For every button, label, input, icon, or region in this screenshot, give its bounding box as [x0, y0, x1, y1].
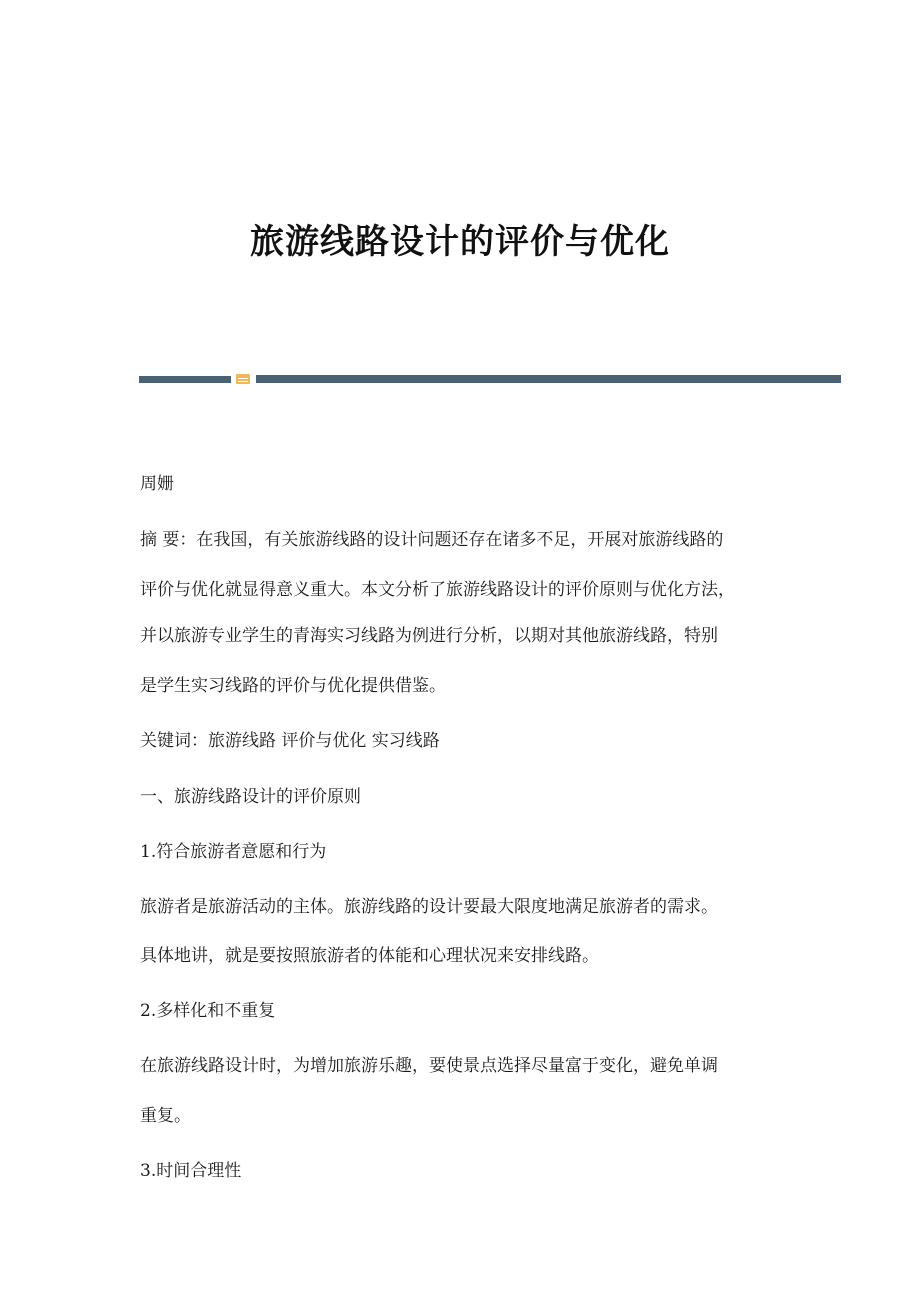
paragraph-line: 具体地讲，就是要按照旅游者的体能和心理状况来安排线路。	[140, 946, 599, 966]
section-heading: 一、旅游线路设计的评价原则	[140, 787, 361, 807]
abstract-line: 并以旅游专业学生的青海实习线路为例进行分析，以期对其他旅游线路，特别	[140, 626, 718, 646]
item-heading: 1.符合旅游者意愿和行为	[140, 842, 327, 862]
item-heading: 2.多样化和不重复	[140, 1001, 276, 1021]
keywords: 关键词：旅游线路 评价与优化 实习线路	[140, 731, 440, 751]
divider-bar-right	[256, 375, 841, 383]
divider-ornament-icon	[236, 374, 250, 384]
title-divider	[139, 374, 841, 384]
abstract-line: 是学生实习线路的评价与优化提供借鉴。	[140, 676, 446, 696]
paragraph-line: 旅游者是旅游活动的主体。旅游线路的设计要最大限度地满足旅游者的需求。	[140, 897, 718, 917]
divider-bar-left	[139, 376, 231, 383]
paragraph-line: 重复。	[140, 1106, 191, 1126]
author: 周姗	[140, 474, 174, 494]
paragraph-line: 在旅游线路设计时，为增加旅游乐趣，要使景点选择尽量富于变化，避免单调	[140, 1056, 718, 1076]
item-heading: 3.时间合理性	[140, 1161, 242, 1181]
document-title: 旅游线路设计的评价与优化	[250, 222, 670, 262]
abstract-line: 评价与优化就显得意义重大。本文分析了旅游线路设计的评价原则与优化方法，	[140, 580, 735, 600]
abstract-line: 摘 要：在我国，有关旅游线路的设计问题还存在诸多不足，开展对旅游线路的	[140, 530, 724, 550]
